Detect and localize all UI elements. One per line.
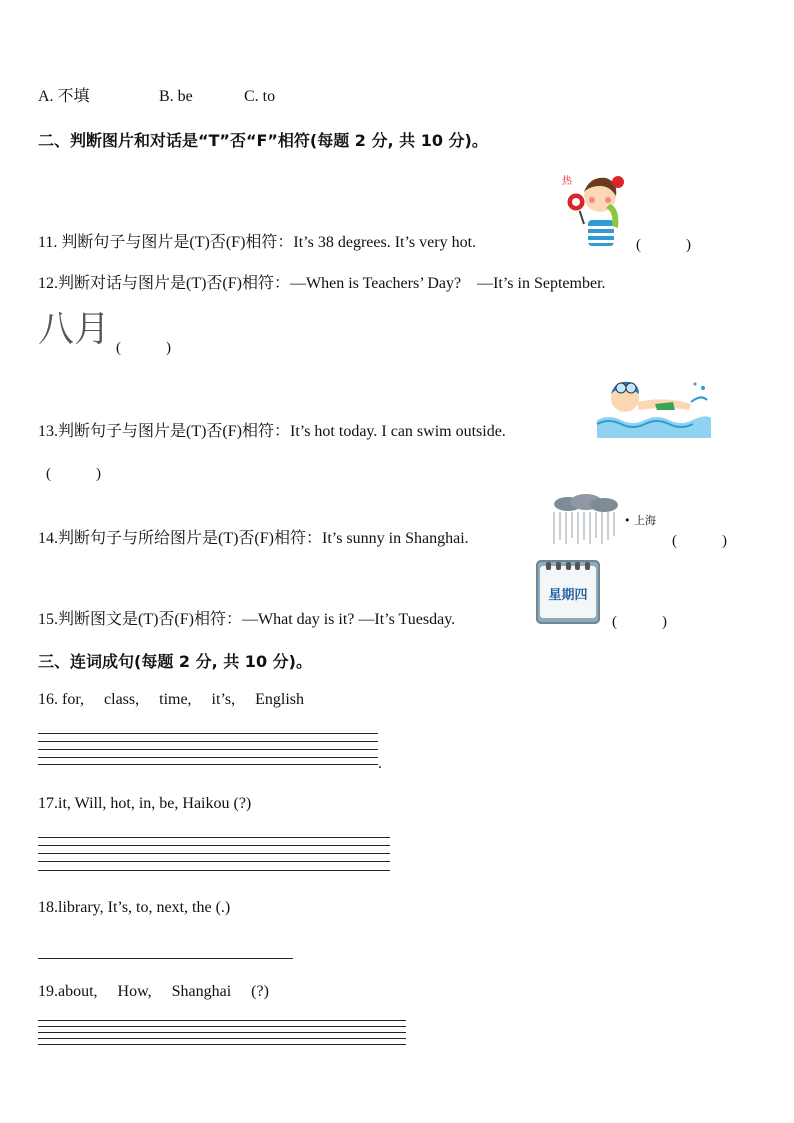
calendar-icon: [536, 560, 600, 624]
hot-label: 热: [562, 176, 572, 187]
swimming-boy-icon: [595, 374, 711, 438]
hot-girl-fan-icon: [560, 168, 628, 248]
question-17: 17.it, Will, hot, in, be, Haikou (?): [38, 795, 252, 812]
answer-paren-14: ( ): [672, 533, 727, 549]
option-c: C. to: [244, 88, 276, 105]
answer-paren-11: ( ): [636, 237, 691, 253]
question-16: 16. for, class, time, it’s, English: [38, 691, 305, 708]
answer-paren-13: ( ): [46, 466, 101, 482]
answer-paren-12: ( ): [116, 340, 171, 356]
question-13: 13.判断句子与图片是(T)否(F)相符：It’s hot today. I can swim outside.: [38, 423, 506, 440]
option-a: A. 不填: [38, 88, 90, 105]
question-14: 14.判断句子与所给图片是(T)否(F)相符：It’s sunny in Shanghai.: [38, 530, 469, 547]
calendar-day-text: 星期四: [548, 588, 588, 603]
end-mark-16: .: [378, 755, 382, 772]
answer-paren-15: ( ): [612, 614, 667, 630]
rain-cloud-icon: [548, 494, 624, 546]
question-15: 15.判断图文是(T)否(F)相符：—What day is it? —It’s Tuesday.: [38, 611, 456, 628]
section-2-title: 二、判断图片和对话是“T”否“F”相符(每题 2 分, 共 10 分)。: [38, 131, 488, 150]
shanghai-label: • 上海: [624, 514, 656, 527]
question-12: 12.判断对话与图片是(T)否(F)相符：—When is Teachers’ Day? —It’s in September.: [38, 275, 606, 292]
question-19: 19.about, How, Shanghai (?): [38, 983, 269, 1000]
question-18: 18.library, It’s, to, next, the (.): [38, 899, 231, 916]
section-3-title: 三、连词成句(每题 2 分, 共 10 分)。: [38, 652, 312, 671]
august-picture-text: 八月: [38, 309, 111, 350]
option-b: B. be: [159, 88, 193, 105]
question-11: 11. 判断句子与图片是(T)否(F)相符：It’s 38 degrees. It’s very hot.: [38, 234, 477, 251]
